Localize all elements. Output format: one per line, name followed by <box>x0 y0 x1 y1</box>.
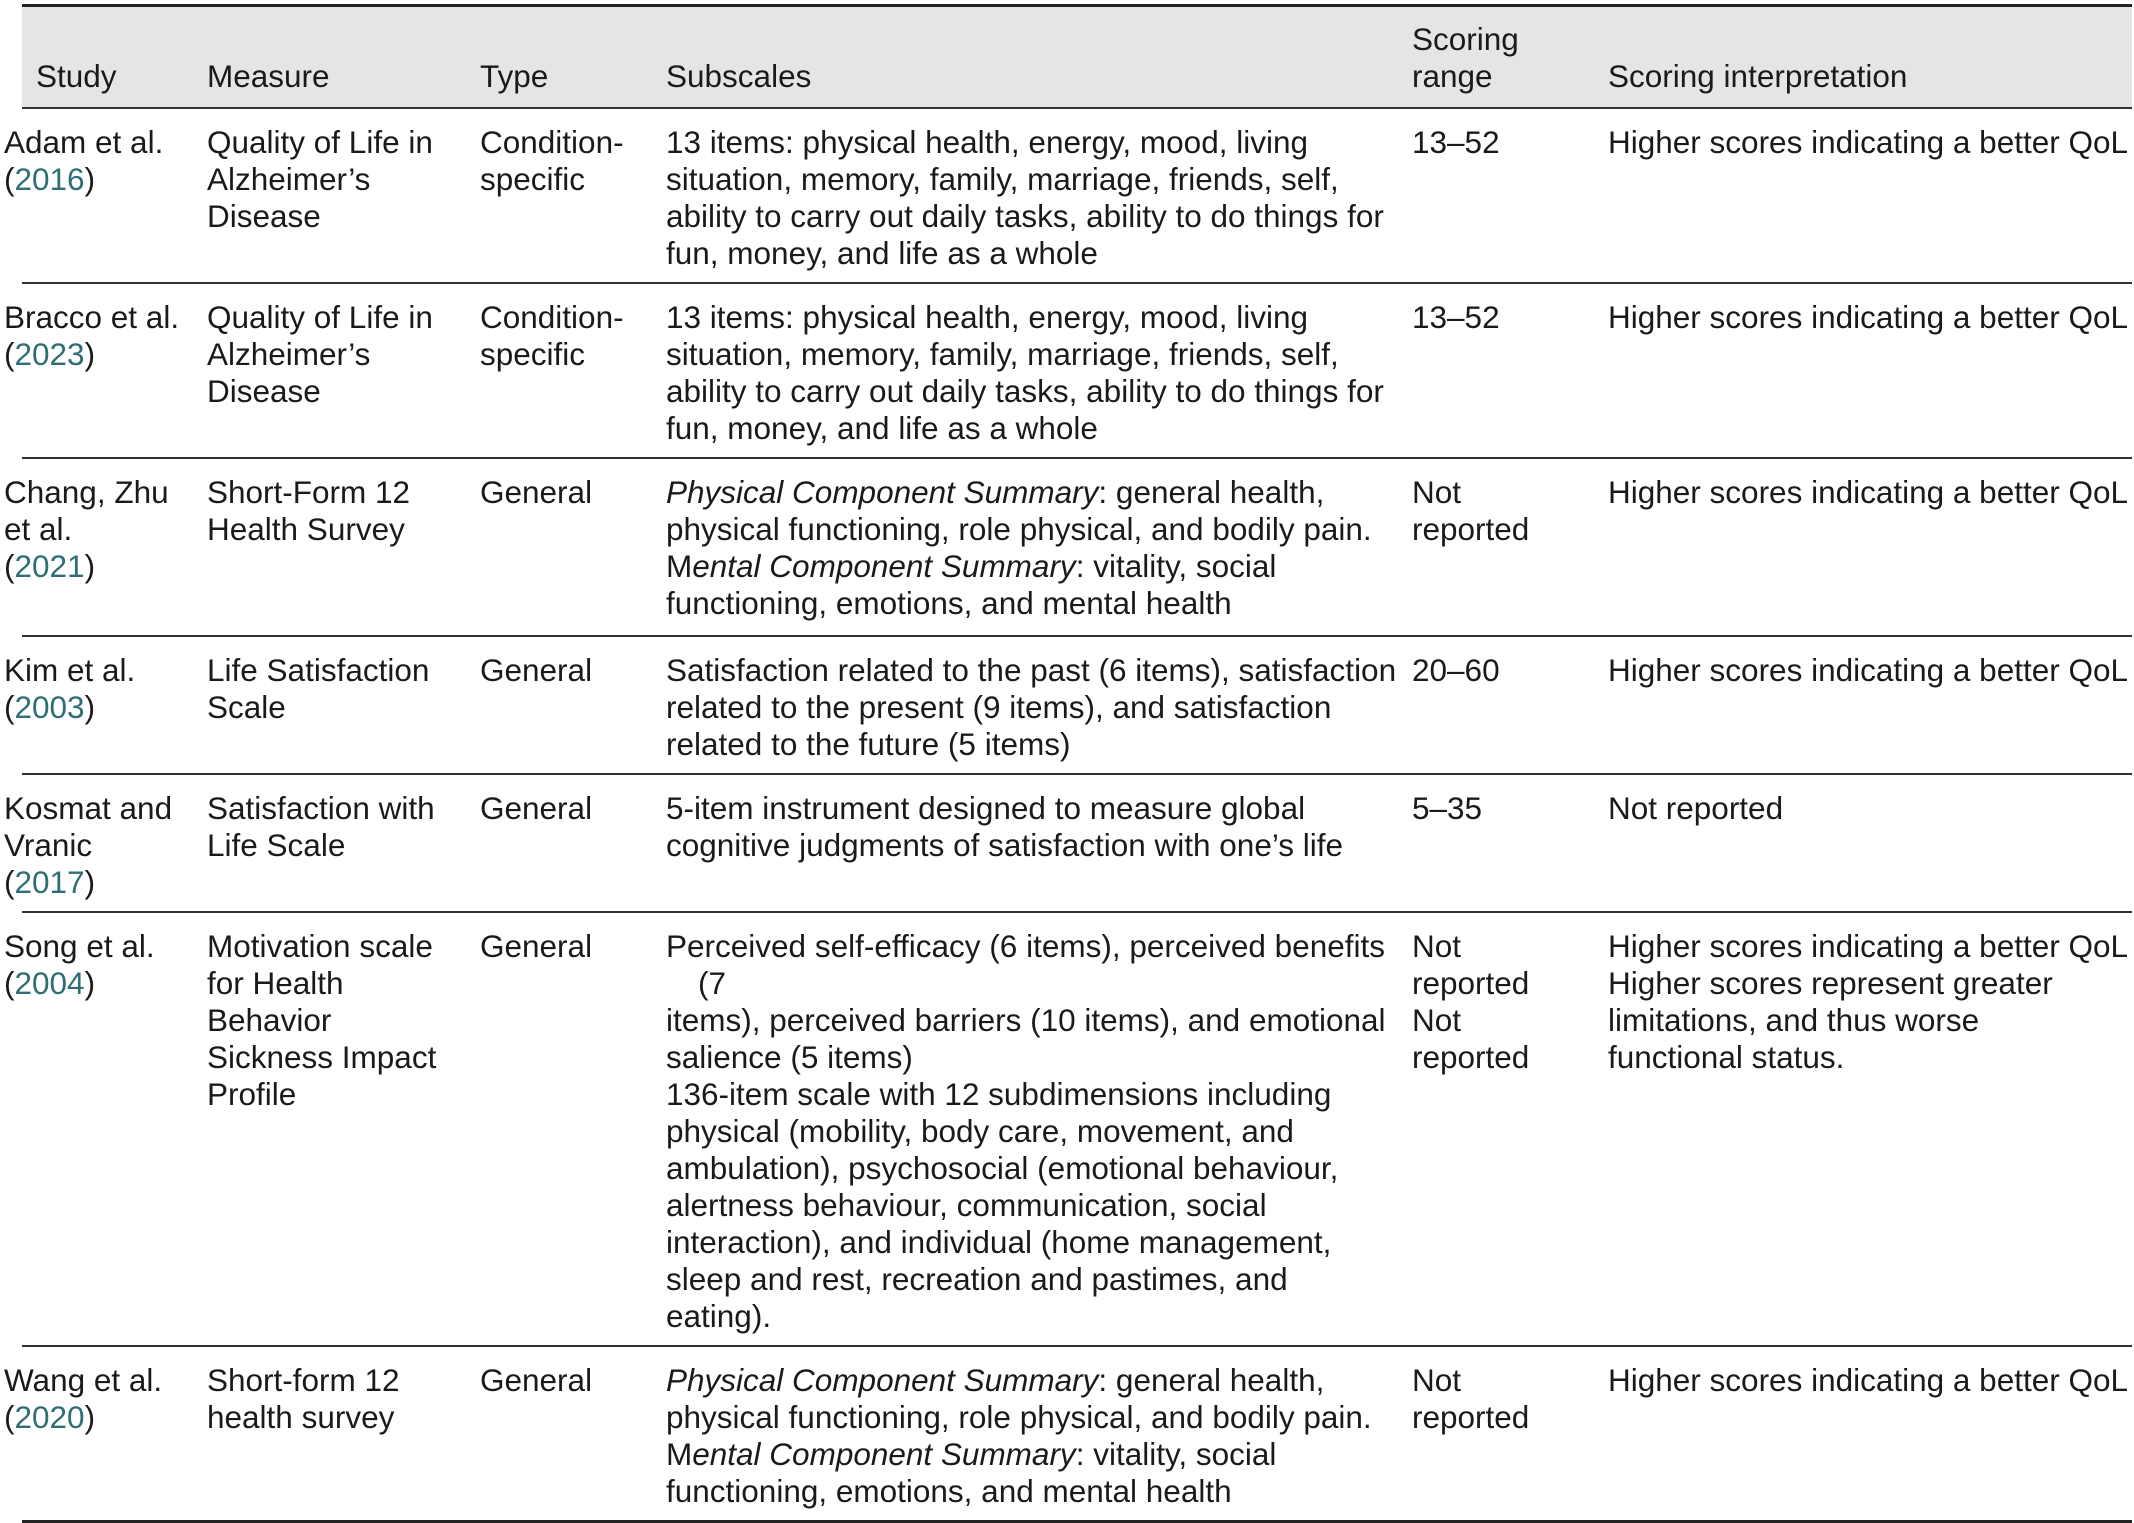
cell-study <box>4 774 207 912</box>
cell-study <box>4 1346 207 1522</box>
citation-link[interactable]: 2004 <box>14 965 85 1001</box>
cell-interpretation <box>1608 283 2132 458</box>
pcs-line <box>666 474 1412 511</box>
table-row <box>22 458 2132 636</box>
pcs-block <box>666 1362 1412 1436</box>
subscales-line: sleep and rest, recreation and pastimes, and <box>666 1261 1288 1297</box>
study-name: Kim et al. <box>4 652 136 688</box>
range-line: Not <box>1412 928 1462 964</box>
mcs-label: ental Component Summary <box>692 1436 1076 1472</box>
cell-interpretation <box>1608 774 2132 912</box>
citation-link[interactable]: 2023 <box>14 336 85 372</box>
interpretation-line: functional status. <box>1608 1039 1845 1075</box>
header-scoring-range-line1: Scoring <box>1412 21 1519 57</box>
type-line: specific <box>480 336 586 372</box>
subscales-line: ambulation), psychosocial (emotional behaviour, <box>666 1150 1339 1186</box>
type-line: General <box>480 928 593 964</box>
subscales-line: ability to carry out daily tasks, ability to do things for <box>666 198 1384 234</box>
subscales-line: functioning, emotions, and mental health <box>666 1473 1232 1509</box>
header-measure: Measure <box>207 58 330 94</box>
measure-line: Motivation scale <box>207 928 433 964</box>
type-line: General <box>480 1362 593 1398</box>
range-line: reported <box>1412 511 1530 547</box>
measure-line: Alzheimer’s <box>207 161 371 197</box>
cell-study <box>4 636 207 774</box>
subscales-line: fun, money, and life as a whole <box>666 410 1098 446</box>
table-row <box>22 912 2132 1346</box>
subscales-line: interaction), and individual (home management, <box>666 1224 1332 1260</box>
mcs-label: ental Component Summary <box>692 548 1076 584</box>
pcs-line <box>666 1362 1412 1399</box>
study-year-wrap: (2021) <box>4 548 96 584</box>
measure-line: Scale <box>207 689 286 725</box>
measure-line: Quality of Life in <box>207 124 433 160</box>
measure-line: Satisfaction with <box>207 790 435 826</box>
study-year-wrap: (2004) <box>4 965 96 1001</box>
measure-line: Disease <box>207 198 321 234</box>
cell-interpretation <box>1608 1346 2132 1522</box>
citation-link[interactable]: 2017 <box>14 864 85 900</box>
range-line: Not <box>1412 1002 1462 1038</box>
header-scoring-range <box>1412 6 1608 109</box>
subscales-line: eating). <box>666 1298 772 1334</box>
header-subscales: Subscales <box>666 58 812 94</box>
cell-subscales <box>666 636 1412 774</box>
measure-line: Alzheimer’s <box>207 336 371 372</box>
measure-line: Short-Form 12 <box>207 474 411 510</box>
range-line: reported <box>1412 965 1530 1001</box>
citation-link[interactable]: 2016 <box>14 161 85 197</box>
subscales-line: situation, memory, family, marriage, friends, self, <box>666 336 1339 372</box>
cell-interpretation <box>1608 108 2132 283</box>
study-year-wrap: (2023) <box>4 336 96 372</box>
cell-type <box>480 1346 666 1522</box>
measure-line: Quality of Life in <box>207 299 433 335</box>
cell-range <box>1412 283 1608 458</box>
table-header <box>22 6 2132 109</box>
subscales-line: 136-item scale with 12 subdimensions including <box>666 1076 1332 1112</box>
cell-subscales <box>666 283 1412 458</box>
cell-measure <box>207 912 480 1346</box>
measure-line: Profile <box>207 1076 297 1112</box>
cell-subscales <box>666 1346 1412 1522</box>
interpretation-line: Higher scores indicating a better QoL <box>1608 652 2129 688</box>
measure-line: health survey <box>207 1399 395 1435</box>
measure-line: Disease <box>207 373 321 409</box>
cell-range <box>1412 636 1608 774</box>
measure-line: Life Scale <box>207 827 346 863</box>
cell-measure <box>207 1346 480 1522</box>
cell-type <box>480 108 666 283</box>
study-name: Wang et al. <box>4 1362 163 1398</box>
cell-range <box>1412 108 1608 283</box>
header-study: Study <box>36 58 117 94</box>
subscales-block-a <box>666 928 1412 1076</box>
type-line: specific <box>480 161 586 197</box>
table-row <box>22 636 2132 774</box>
mcs-prefix: M <box>666 548 693 584</box>
cell-subscales <box>666 912 1412 1346</box>
type-line: Condition- <box>480 299 624 335</box>
pcs-block <box>666 474 1412 548</box>
table-row <box>22 283 2132 458</box>
citation-link[interactable]: 2021 <box>14 548 85 584</box>
cell-range <box>1412 1346 1608 1522</box>
subscales-line: ability to carry out daily tasks, ability to do things for <box>666 373 1384 409</box>
subscales-line: situation, memory, family, marriage, friends, self, <box>666 161 1339 197</box>
interpretation-block-b <box>1608 965 2132 1076</box>
pcs-text: : general health, <box>1098 1362 1325 1398</box>
measure-block-b <box>207 1039 480 1113</box>
interpretation-line: Higher scores indicating a better QoL <box>1608 474 2129 510</box>
study-year-wrap: (2020) <box>4 1399 96 1435</box>
subscales-line: alertness behaviour, communication, social <box>666 1187 1267 1223</box>
interpretation-line: Higher scores indicating a better QoL <box>1608 1362 2129 1398</box>
study-year-wrap: (2016) <box>4 161 96 197</box>
subscales-line: physical (mobility, body care, movement, and <box>666 1113 1294 1149</box>
measure-block-a <box>207 928 480 1039</box>
study-name: Kosmat and <box>4 790 173 826</box>
cell-range <box>1412 774 1608 912</box>
mcs-text: : vitality, social <box>1075 548 1277 584</box>
interpretation-line: Not reported <box>1608 790 1784 826</box>
cell-interpretation <box>1608 912 2132 1346</box>
cell-measure <box>207 636 480 774</box>
mcs-block <box>666 548 1412 622</box>
header-row <box>22 6 2132 109</box>
range-line: reported <box>1412 1039 1530 1075</box>
qol-measures-table <box>4 4 2132 1523</box>
cell-measure <box>207 458 480 636</box>
study-name-cont: et al. <box>4 511 73 547</box>
cell-study <box>4 283 207 458</box>
measure-line: Sickness Impact <box>207 1039 437 1075</box>
cell-subscales <box>666 458 1412 636</box>
study-year-wrap: (2017) <box>4 864 96 900</box>
header-type: Type <box>480 58 549 94</box>
cell-type <box>480 774 666 912</box>
mcs-block <box>666 1436 1412 1510</box>
pcs-label: Physical Component Summary <box>666 1362 1099 1398</box>
range-line: 13–52 <box>1412 124 1500 160</box>
pcs-text: : general health, <box>1098 474 1325 510</box>
cell-subscales <box>666 774 1412 912</box>
subscales-line: physical functioning, role physical, and bodily pain. <box>666 1399 1372 1435</box>
type-line: Condition- <box>480 124 624 160</box>
subscales-line: functioning, emotions, and mental health <box>666 585 1232 621</box>
study-name: Chang, Zhu <box>4 474 169 510</box>
cell-type <box>480 636 666 774</box>
cell-study <box>4 108 207 283</box>
citation-link[interactable]: 2003 <box>14 689 85 725</box>
subscales-line: related to the future (5 items) <box>666 726 1071 762</box>
table-row <box>22 1346 2132 1522</box>
subscales-line: cognitive judgments of satisfaction with one’s life <box>666 827 1344 863</box>
subscales-line: salience (5 items) <box>666 1039 913 1075</box>
interpretation-line: limitations, and thus worse <box>1608 1002 1980 1038</box>
interpretation-line: Higher scores represent greater <box>1608 965 2053 1001</box>
citation-link[interactable]: 2020 <box>14 1399 85 1435</box>
cell-interpretation <box>1608 636 2132 774</box>
cell-range <box>1412 912 1608 1346</box>
study-name: Bracco et al. <box>4 299 180 335</box>
header-scoring-range-line2: range <box>1412 58 1493 94</box>
subscales-block-b <box>666 1076 1412 1335</box>
subscales-line: related to the present (9 items), and satisfaction <box>666 689 1332 725</box>
range-block-a <box>1412 928 1608 1002</box>
table-row <box>22 774 2132 912</box>
subscales-line: Perceived self-efficacy (6 items), perceived benefits (7 <box>666 928 1385 1001</box>
cell-type <box>480 283 666 458</box>
subscales-line: Satisfaction related to the past (6 items), satisfaction <box>666 652 1397 688</box>
cell-range <box>1412 458 1608 636</box>
header-interpretation: Scoring interpretation <box>1608 58 1908 94</box>
mcs-prefix: M <box>666 1436 693 1472</box>
type-line: General <box>480 474 593 510</box>
cell-interpretation <box>1608 458 2132 636</box>
pcs-label: Physical Component Summary <box>666 474 1099 510</box>
measure-line: for Health <box>207 965 344 1001</box>
cell-subscales <box>666 108 1412 283</box>
cell-study <box>4 912 207 1346</box>
table-row <box>22 108 2132 283</box>
type-line: General <box>480 790 593 826</box>
cell-measure <box>207 108 480 283</box>
mcs-line <box>666 1436 1412 1473</box>
subscales-line: fun, money, and life as a whole <box>666 235 1098 271</box>
range-line: 13–52 <box>1412 299 1500 335</box>
subscales-line: 5-item instrument designed to measure global <box>666 790 1306 826</box>
range-line: 20–60 <box>1412 652 1500 688</box>
mcs-line <box>666 548 1412 585</box>
range-line: Not <box>1412 474 1462 510</box>
cell-measure <box>207 283 480 458</box>
subscales-line: 13 items: physical health, energy, mood, living <box>666 124 1308 160</box>
study-name: Adam et al. <box>4 124 164 160</box>
measure-line: Behavior <box>207 1002 332 1038</box>
cell-type <box>480 912 666 1346</box>
interpretation-line: Higher scores indicating a better QoL <box>1608 928 2129 964</box>
cell-measure <box>207 774 480 912</box>
study-name: Song et al. <box>4 928 155 964</box>
study-name-cont: Vranic <box>4 827 93 863</box>
measure-line: Life Satisfaction <box>207 652 430 688</box>
subscales-line: items), perceived barriers (10 items), and emotional <box>666 1002 1386 1038</box>
measure-line: Short-form 12 <box>207 1362 400 1398</box>
range-line: 5–35 <box>1412 790 1483 826</box>
interpretation-block-a <box>1608 928 2132 965</box>
subscales-line: 13 items: physical health, energy, mood, living <box>666 299 1308 335</box>
type-line: General <box>480 652 593 688</box>
range-line: Not <box>1412 1362 1462 1398</box>
interpretation-line: Higher scores indicating a better QoL <box>1608 299 2129 335</box>
study-year-wrap: (2003) <box>4 689 96 725</box>
mcs-text: : vitality, social <box>1075 1436 1277 1472</box>
subscales-line: physical functioning, role physical, and bodily pain. <box>666 511 1372 547</box>
cell-study <box>4 458 207 636</box>
cell-type <box>480 458 666 636</box>
interpretation-line: Higher scores indicating a better QoL <box>1608 124 2129 160</box>
measure-line: Health Survey <box>207 511 405 547</box>
range-block-b <box>1412 1002 1608 1076</box>
range-line: reported <box>1412 1399 1530 1435</box>
